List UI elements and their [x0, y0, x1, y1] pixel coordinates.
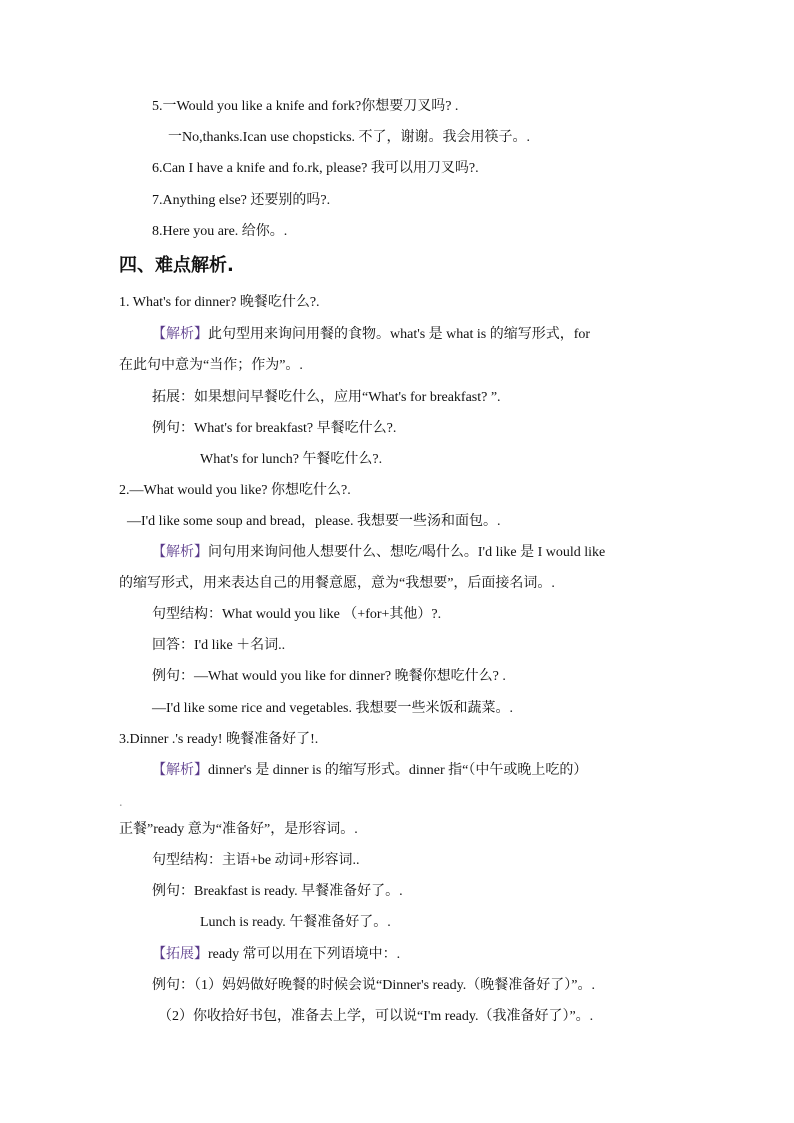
dialogue-line-6: 6.Can I have a knife and fo.rk, please? 我可以用刀叉吗?.: [152, 161, 479, 176]
analysis-text: 此句型用来询问用餐的食物。what's 是 what is 的缩写形式，for: [208, 327, 591, 342]
point-2-example-2: —I'd like some rice and vegetables. 我想要一些米饭和蔬菜。.: [152, 701, 514, 716]
point-1-analysis: [152, 326, 590, 344]
dialogue-line-5: 5.一Would you like a knife and fork?你想要刀叉吗? .: [152, 99, 459, 114]
paragraph-mark: .: [119, 795, 123, 810]
point-3-example-2: Lunch is ready. 午餐准备好了。.: [200, 915, 391, 930]
point-1-analysis-cont: 在此句中意为“当作；作为”。.: [119, 358, 303, 373]
analysis-tag: 【解析】: [152, 327, 208, 342]
point-3-analysis: [152, 762, 587, 780]
point-2-structure: 句型结构：What would you like （+for+其他）?.: [152, 607, 442, 622]
point-3-analysis-cont: 正餐”ready 意为“准备好”，是形容词。.: [119, 822, 358, 837]
point-2-analysis-cont: 的缩写形式，用来表达自己的用餐意愿，意为“我想要”，后面接名词。.: [119, 576, 555, 591]
point-3-example-1: 例句：Breakfast is ready. 早餐准备好了。.: [152, 884, 403, 899]
point-1-title: 1. What's for dinner? 晚餐吃什么?.: [119, 295, 320, 310]
dialogue-line-8: 8.Here you are. 给你。.: [152, 224, 288, 239]
point-2-analysis: [152, 544, 605, 562]
analysis-tag: 【解析】: [152, 545, 208, 560]
analysis-text: 问句用来询问他人想要什么、想吃/喝什么。I'd like 是 I would like: [208, 545, 606, 560]
point-3-example-4: （2）你收拾好书包，准备去上学，可以说“I'm ready.（我准备好了）”。.: [158, 1009, 594, 1024]
dialogue-line-7: 7.Anything else? 还要别的吗?.: [152, 193, 331, 208]
section-heading: 四、难点解析.: [119, 255, 234, 276]
extension-text: ready 常可以用在下列语境中：.: [208, 947, 401, 962]
point-3-extension: [152, 946, 400, 964]
point-2-title: 2.—What would you like? 你想吃什么?.: [119, 483, 351, 498]
point-3-example-3: 例句：（1）妈妈做好晚餐的时候会说“Dinner's ready.（晚餐准备好了）”。.: [152, 978, 595, 993]
analysis-tag: 【解析】: [152, 763, 208, 778]
point-1-example-2: What's for lunch? 午餐吃什么?.: [200, 452, 383, 467]
point-1-example-1: 例句：What's for breakfast? 早餐吃什么?.: [152, 421, 397, 436]
extension-tag: 【拓展】: [152, 947, 208, 962]
point-2-reply: 回答：I'd like ＋名词..: [152, 638, 286, 653]
analysis-text: dinner's 是 dinner is 的缩写形式。dinner 指“（中午或晚上吃的）: [208, 763, 588, 778]
dialogue-line-5-answer: 一No,thanks.Ican use chopsticks. 不了，谢谢。我会用筷子。.: [168, 130, 531, 145]
point-2-example-1: 例句：—What would you like for dinner? 晚餐你想吃什么? .: [152, 669, 506, 684]
point-1-extension: 拓展：如果想问早餐吃什么，应用“What's for breakfast? ”.: [152, 390, 501, 405]
point-3-structure: 句型结构：主语+be 动词+形容词..: [152, 853, 360, 868]
point-2-answer: —I'd like some soup and bread，please. 我想要一些汤和面包。.: [127, 514, 501, 529]
point-3-title: 3.Dinner .'s ready! 晚餐准备好了!.: [119, 732, 319, 747]
